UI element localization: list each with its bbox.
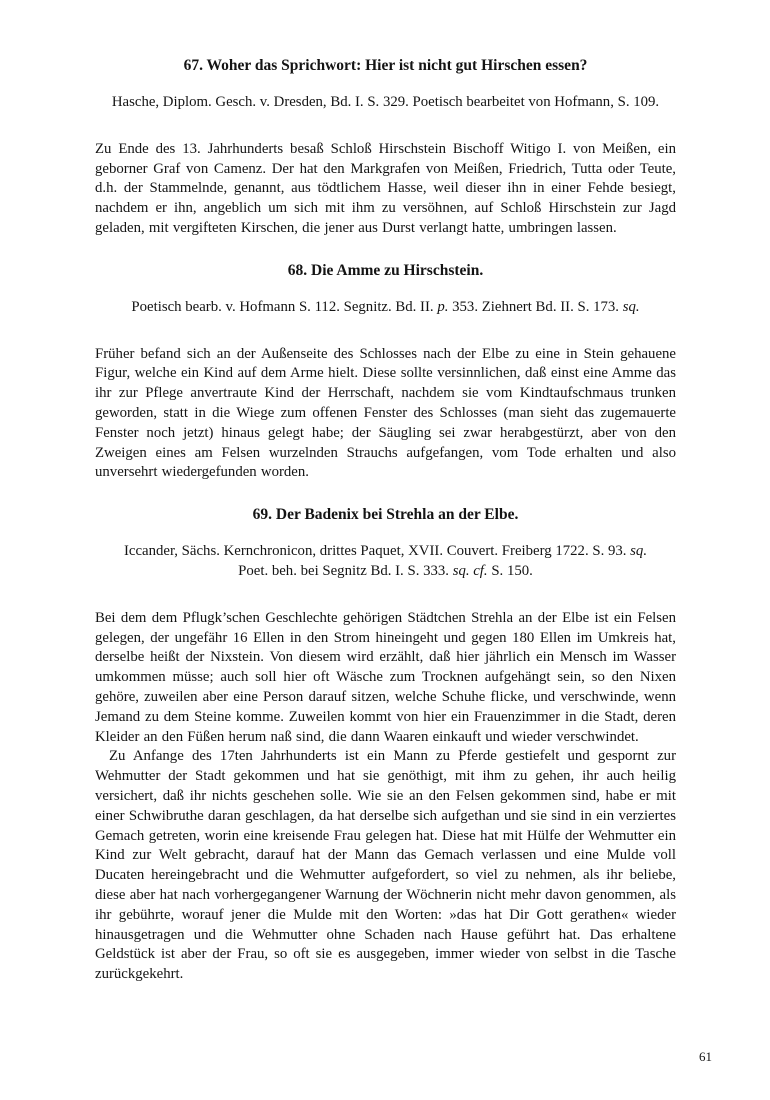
section-69-title: 69. Der Badenix bei Strehla an der Elbe.	[252, 506, 519, 524]
section-68-title: 68. Die Amme zu Hirschstein.	[287, 261, 484, 279]
section-67-paragraph: Zu Ende des 13. Jahrhunderts besaß Schloß Hirschstein Bischoff Witigo I. von Meißen, ein geborner Graf von Camenz. Der hat den Markgrafen von Meißen, Friedrich, Tutta oder Teute, d.h. der Stammelnde, genannt, aus tödtlichem Hasse, weil dieser ihn in einer Fehde besiegt, nachdem er ihn, angeblich um sich mit ihm zu versöhnen, auf Schloß Hirschstein zur Jagd geladen, mit vergifteten Kirschen, die jener aus Durst verlangt hatte, umbringen lassen.	[95, 140, 676, 236]
section-68-paragraph: Früher befand sich an der Außenseite des Schlosses nach der Elbe zu eine in Stein gehauene Figur, welche ein Kind auf dem Arme hielt. Diese sollte versinnlichen, daß einst eine Amme das ihr zur Pflege anvertraute Kind der Herrschaft, nachdem sie vom Kindtaufschmaus trunken geworden, statt in die Wiege zum offenen Fenster des Schlosses (man sieht das zugemauerte Fenster noch jetzt) hinaus gelegt habe; der Säugling sei zwar herabgestürzt, aber von den Zweigen eines am Felsen wurzelnden Strauchs aufgefangen, vom Tode erhalten und also unversehrt wiedergefunden worden.	[95, 345, 676, 481]
page-number: 61	[699, 1049, 712, 1064]
section-68-source-citation: Poetisch bearb. v. Hofmann S. 112. Segnitz. Bd. II. p. 353. Ziehnert Bd. II. S. 173. sq.	[131, 298, 640, 315]
section-69	[95, 505, 676, 985]
page-content	[95, 56, 676, 1007]
section-69-source-citation: Iccander, Sächs. Kernchronicon, drittes Paquet, XVII. Couvert. Freiberg 1722. S. 93. sq. Poet. beh. bei Segnitz Bd. I. S. 333. sq. cf. S. 150.	[123, 543, 648, 579]
section-67	[95, 56, 676, 239]
section-68	[95, 261, 676, 483]
section-67-title: 67. Woher das Sprichwort: Hier ist nicht gut Hirschen essen?	[183, 57, 588, 74]
section-69-paragraph-1: Bei dem dem Pflugk’schen Geschlechte gehörigen Städtchen Strehla an der Elbe ist ein Felsen gelegen, der ungefähr 16 Ellen in den Strom hineingeht und gegen 180 Ellen im Umkreis hat, derselbe heißt der Nixstein. Von diesem wird erzählt, daß hier jährlich ein Mensch im Wasser umkommen müsse; auch soll hier oft Wäsche zum Trocknen aufgehängt sein, so den Nixen gehöre, zuweilen aber eine Person darauf sitzen, welche Schuhe flicke, und verschwinde, wenn Jemand zu dem Steine komme. Zuweilen kommt von hier ein Frauenzimmer in die Stadt, deren Kleider an den Füßen herum naß sind, die dann Waaren einkauft und wieder verschwindet.	[95, 609, 676, 745]
section-67-source-citation: Hasche, Diplom. Gesch. v. Dresden, Bd. I. S. 329. Poetisch bearbeitet von Hofmann, S. 109.	[111, 94, 660, 110]
section-69-paragraph-2: Zu Anfange des 17ten Jahrhunderts ist ein Mann zu Pferde gestiefelt und gespornt zur Wehmutter der Stadt gekommen und hat sie genöthigt, mit ihm zu gehen, ihr auch heilig versichert, daß ihr nichts geschehen solle. Wie sie an den Felsen gekommen sind, habe er mit einer Schwibruthe daran geschlagen, da hat derselbe sich aufgethan und sie sind in ein verziertes Gemach getreten, worin eine kreisende Frau gelegen hat. Diese hat mit Hülfe der Wehmutter ein Kind zur Welt gebracht, darauf hat der Mann das Gemach verlassen und eine Mulde voll Ducaten hereingebracht und die Wehmutter aufgefordert, so viel zu nehmen, als ihr beliebe, diese aber hat nach vorhergegangener Warnung der Wöchnerin nicht mehr davon genommen, als ihr gebührte, worauf jener die Mulde mit den Worten: »das hat Dir Gott gerathen« wieder hinausgetragen und die Wehmutter ohne Schaden nach Hause geführt hat. Das erhaltene Geldstück ist aber der Frau, so oft sie es ausgegeben, immer wieder von selbst in die Tasche zurückgekehrt.	[95, 748, 676, 983]
